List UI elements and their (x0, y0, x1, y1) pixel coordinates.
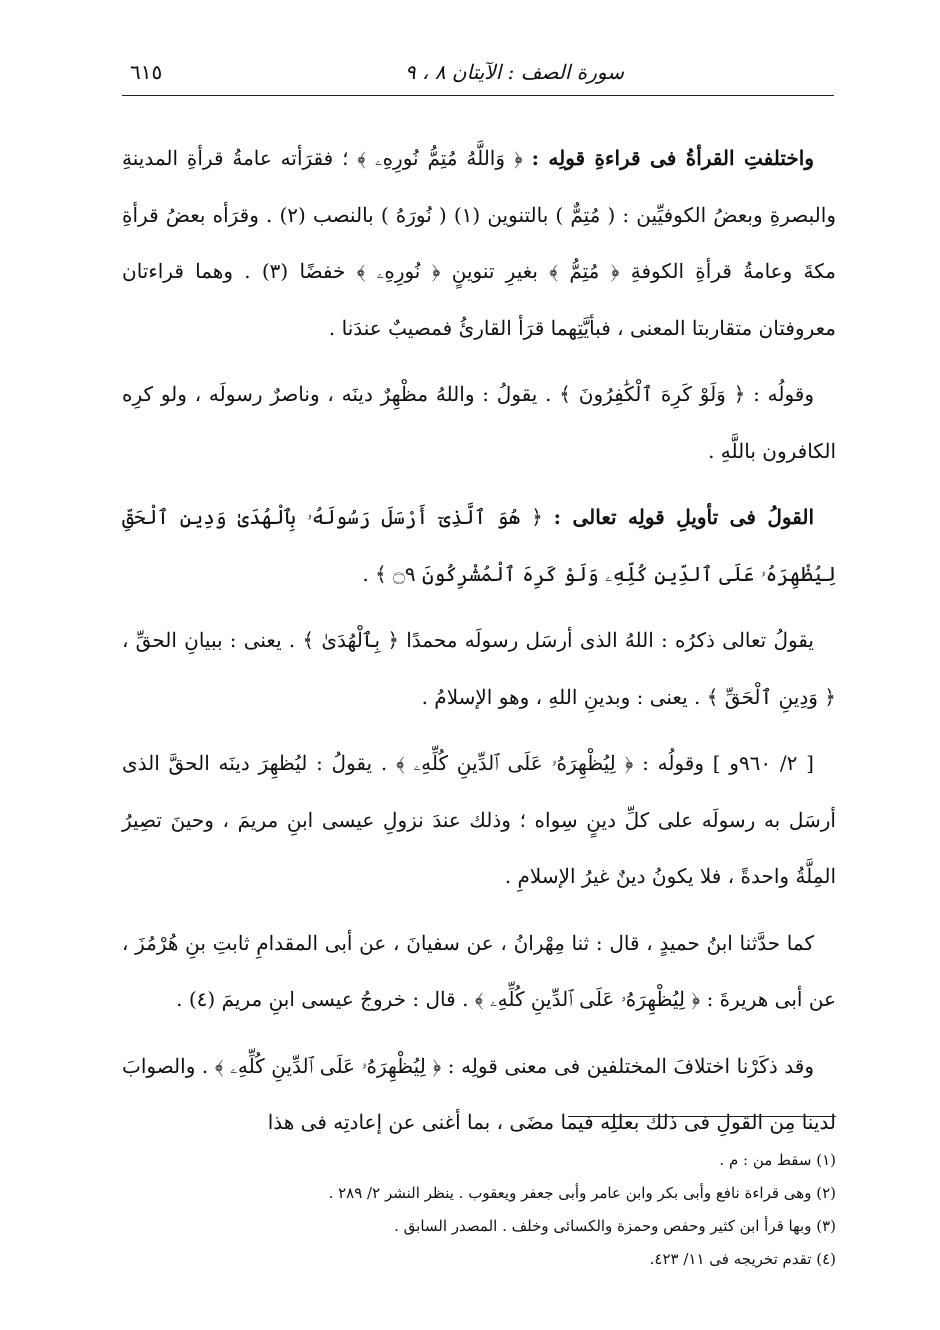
paragraph-text: وقد ذكَرْنا اختلافَ المختلفين فى معنى قولِه : ﴿ لِيُظْهِرَهُۥ عَلَى ٱلدِّينِ كُلِّهِۦ ﴾ . والصوابَ لدينا مِن القولِ فى ذلك بعللِه فيما مضَى ، بما أغنى عن إعادتِه فى هذا (122, 1053, 836, 1134)
paragraph-text: يقولُ تعالى ذكرُه : اللهُ الذى أرسَل رسولَه محمدًا ﴿ بِٱلْهُدَىٰ ﴾ . يعنى : ببيانِ الحقِّ ، ﴿ وَدِينِ ٱلْحَقِّ ﴾ . يعنى : وبدينِ اللهِ ، وهو الإسلامُ . (122, 628, 836, 709)
paragraph-guidance (122, 612, 836, 725)
paragraph-hadith (122, 915, 836, 1028)
paragraph-text: [ ٢/ ٩٦٠و ] وقولُه : ﴿ لِيُظْهِرَهُۥ عَلَى ٱلدِّينِ كُلِّهِۦ ﴾ . يقولُ : ليُظهِرَ دينَه الحقَّ الذى أرسَل به رسولَه على كلِّ دينٍ سِواه ؛ وذلك عندَ نزولِ عيسى ابنِ مريمَ ، وحينَ تصِيرُ المِلَّةُ واحدةً ، فلا يكونُ دينٌ غيرُ الإسلامِ . (122, 751, 836, 888)
page-number: ٦١٥ (130, 60, 163, 84)
paragraph-heading: القولُ فى تأويلِ قولِه تعالى : (553, 505, 814, 529)
paragraph-text: ﴿ هُوَ ٱلَّذِىٓ أَرْسَلَ رَسُولَهُۥ بِٱلْهُدَىٰ وَدِينِ ٱلْحَقِّ لِيُظْهِرَهُۥ عَلَى ٱلدِّينِ كُلِّهِۦ وَلَوْ كَرِهَ ٱلْمُشْرِكُونَ ۝٩ ﴾ . (122, 505, 836, 586)
footnote-item: (١) سقط من : م . (719, 1151, 836, 1169)
paragraph-conclusion (122, 1038, 836, 1151)
paragraph-interpretation-heading (122, 489, 836, 602)
paragraph-disbelievers (122, 366, 836, 479)
footnote-item: (٢) وهى قراءة نافع وأبى بكر وابن عامر وأبى جعفر ويعقوب . ينظر النشر ٢/ ٢٨٩ . (328, 1184, 836, 1202)
page-header (122, 52, 834, 96)
paragraph-text: ﴿ وَاللَّهُ مُتِمُّ نُورِهِۦ ﴾ ؛ فقرَأته عامةُ قرأةِ المدينةِ والبصرةِ وبعضُ الكوفيِّين : ( مُتِمٌّ ) بالتنوين (١) ( نُورَهُ ) بالنصب (٢) . وقرَأه بعضُ قرأةِ مكةَ وعامةُ قرأةِ الكوفةِ ﴿ مُتِمُّ ﴾ بغيرِ تنوينٍ ﴿ نُورِهِۦ ﴾ خفضًا (٣) . وهما قراءتان معروفتان متقاربتا المعنى ، فبأيَّتِهما قرَأ القارئُ فمصيبٌ عندَنا . (122, 146, 837, 340)
paragraph-text: وقولُه : ﴿ وَلَوْ كَرِهَ ٱلْكَٰفِرُونَ ﴾ . يقولُ : واللهُ مظْهِرٌ دينَه ، وناصرٌ رسولَه ، ولو كرِه الكافرون باللَّهِ . (122, 382, 836, 463)
paragraph-readings (122, 130, 836, 356)
paragraph-prevail (122, 735, 836, 905)
paragraph-text: كما حدَّثنا ابنُ حميدٍ ، قال : ثنا مِهْرانُ ، عن سفيانَ ، عن أبى المقدامِ ثابتِ بنِ هُرْمُزَ ، عن أبى هريرةَ : ﴿ لِيُظْهِرَهُۥ عَلَى ٱلدِّينِ كُلِّهِۦ ﴾ . قال : خروجُ عيسى ابنِ مريمَ (٤) . (122, 930, 836, 1011)
paragraph-heading: واختلفتِ القرأةُ فى قراءةِ قولِه : (531, 146, 814, 170)
main-text (122, 130, 836, 1161)
footnote-item: (٤) تقدم تخريجه فى ١١/ ٤٢٣. (649, 1250, 836, 1268)
running-title: سورة الصف : الآيتان ٨ ، ٩ (404, 60, 624, 84)
footnote-item: (٣) وبها قرأ ابن كثير وحفص وحمزة والكسائى وخلف . المصدر السابق . (394, 1217, 836, 1235)
header-rule (122, 95, 834, 96)
footnotes (122, 1144, 836, 1276)
footnote-separator (568, 1116, 836, 1117)
